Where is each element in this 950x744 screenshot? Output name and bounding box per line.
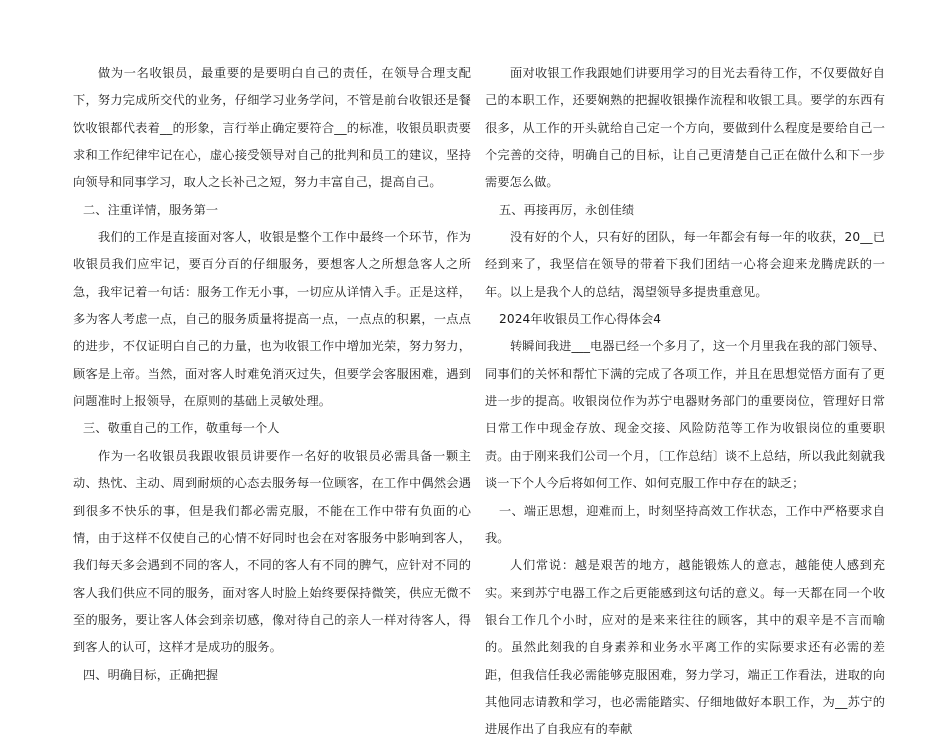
paragraph: 转瞬间我进___电器已经一个多月了，这一个月里我在我的部门领导、同事们的关怀和帮忙下满的完成了各项工作，并且在思想觉悟方面有了更进一步的提高。收银岗位作为苏宁电器财务部门的重要岗位，管理好日常日常工作中现金存放、现金交接、风险防范等工作为收银岗位的重要职责。由于刚来我们公司一个月，〔工作总结〕谈不上总结，所以我此刻就我谈一下个人今后将如何工作、如何克服工作中存在的缺乏； [485, 339, 885, 491]
section-heading: 五、再接再厉，永创佳绩 [499, 202, 635, 217]
paragraph: 做为一名收银员，最重要的是要明白自己的责任，在领导合理支配下，努力完成所交代的业务，仔细学习业务学问，不管是前台收银还是餐饮收银都代表着__的形象，言行举止确定要符合__的标准，收银员职责要求和工作纪律牢记在心，虚心接受领导对自己的批判和员工的建议，坚持向领导和同事学习，取人之长补己之短，努力丰富自己，提高自己。 [73, 66, 471, 190]
paragraph: 我们的工作是直接面对客人，收银是整个工作中最终一个环节，作为收银员我们应牢记，要百分百的仔细服务，要想客人之所想急客人之所急，我牢记着一句话：服务工作无小事，一切应从详情入手。正是这样，多为客人考虑一点，自己的服务质量将提高一点，一点点的积累，一点点的进步，不仅证明白自己的力量，也为收银工作中增加光荣，努力努力，顾客是上帝。当然，面对客人时难免消灭过失，但要学会客服困难，遇到问题准时上报领导，在原则的基础上灵敏处理。 [73, 230, 471, 409]
paragraph: 没有好的个人，只有好的团队，每一年都会有每一年的收获，20__已经到来了，我坚信在领导的带着下我们团结一心将会迎来龙腾虎跃的一年。以上是我个人的总结，渴望领导多提贵重意见。 [485, 230, 885, 299]
paragraph: 面对收银工作我跟她们讲要用学习的目光去看待工作，不仅要做好自己的本职工作，还要娴熟的把握收银操作流程和收银工具。要学的东西有很多，从工作的开头就给自己定一个方向，要做到什么程度是要给自己一个完善的交待，明确自己的目标，让自己更清楚自己正在做什么和下一步需要怎么做。 [485, 66, 885, 190]
left-column [73, 60, 471, 689]
paragraph: 作为一名收银员我跟收银员讲要作一名好的收银员必需具备一颗主动、热忱、主动、周到耐烦的心态去服务每一位顾客，在工作中偶然会遇到很多不快乐的事，但是我们都必需克服，不能在工作中带有负面的心情，由于这样不仅使自己的心情不好同时也会在对客服务中影响到客人，我们每天多会遇到不同的客人，不同的客人有不同的脾气，应针对不同的客人我们供应不同的服务，面对客人时脸上始终要保持微笑，供应无微不至的服务，要让客人体会到亲切感，像对待自己的亲人一样对待客人，得到客人的认可，这样才是成功的服务。 [73, 448, 471, 655]
section-heading: 一、端正思想，迎难而上，时刻坚持高效工作状态，工作中严格要求自我。 [485, 503, 885, 545]
section-heading: 四、明确目标，正确把握 [83, 667, 219, 682]
right-column [485, 60, 885, 744]
paragraph: 人们常说：越是艰苦的地方，越能锻炼人的意志，越能使人感到充实。来到苏宁电器工作之后更能感到这句话的意义。每一天都在同一个收银台工作几个小时，应对的是来来往往的顾客，其中的艰辛是不言而喻的。虽然此刻我的自身素养和业务水平离工作的实际要求还有必需的差距，但我信任我必需能够克服困难，努力学习，端正工作看法，进取的向其他同志请教和学习，也必需能踏实、仔细地做好本职工作，为__苏宁的进展作出了自我应有的奉献 [485, 558, 885, 737]
article-title: 2024年收银员工作心得体会4 [499, 312, 662, 327]
section-heading: 二、注重详情，服务第一 [83, 202, 219, 217]
section-heading: 三、敬重自己的工作，敬重每一个人 [83, 421, 280, 436]
